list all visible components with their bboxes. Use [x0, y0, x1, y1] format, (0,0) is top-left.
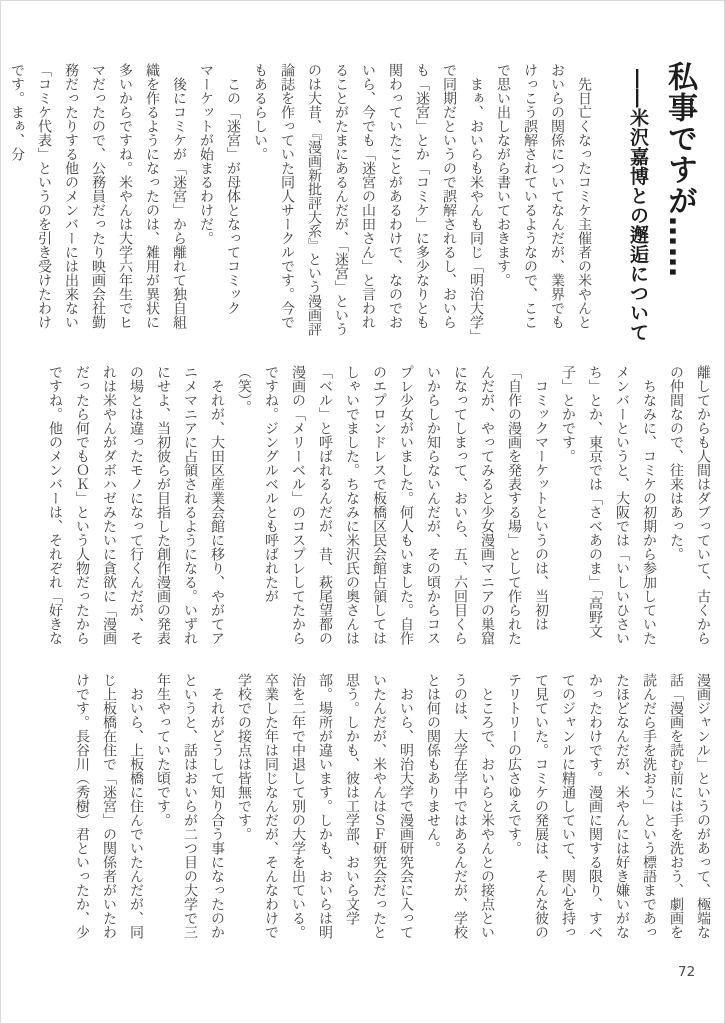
paragraph: それがどうして知り合う事になったのかというと、話はおいらが二つ目の大学で三年生やっていた頃です。 — [155, 673, 225, 939]
paragraph: おいら、明治大学で漫画研究会に入っていたんだが、米やんはＳＦ研究会だったと思う。しかも、彼は工学部、おいら文学部。場所が違います。しかも、おいらは明治を二年で中退して別の大学を出ている。卒業した年は同じなんだが、そんなわけで学校での接点は皆無です。 — [236, 673, 414, 939]
paragraph: この「迷宮」が母体となってコミックマーケットが始まるわけだ。 — [198, 63, 241, 315]
article-title: 私事ですが…… — [662, 61, 697, 278]
page-number: 72 — [678, 964, 696, 980]
paragraph: 離してからも人間はダブっていて、古くからの仲間なので、往来はあった。 — [668, 365, 711, 645]
paragraph: まぁ、おいらも米やんも同じ「明治大学」で同期だというので誤解されるし、おいらも「迷宮」とか「コミケ」に多少なりとも関わっていたことがあるわけで、なのでおいら、今でも「迷宮の山田さん」と言われることがたまにあるんだが、「迷宮」というのは大昔、『漫画新批評大系』という漫画評論誌を作っていた同人サークルです。今でもあるらしい。 — [252, 63, 484, 336]
article-subtitle: ――米沢嘉博との邂逅について — [627, 69, 649, 342]
paragraph: コミックマーケットというのは、当初は「自作の漫画を発表する場」として作られたんだが、やってみると少女漫画マニアの巣窟になってしまって、おいら、五、六回目くらいからしか知らないんだが、その頃からコスプレ少女がいました。何人もいました。自作のエプロンドレスで板橋区民会館占領してはしゃいでました。ちなみに米沢氏の奥さんは「ベル」と呼ばれるんだが、昔、萩尾望都の漫画の「メリーベル」のコスプレしてたからですね。ジングルベルとも呼ばれたが（笑）。 — [236, 365, 549, 645]
article-title-block — [620, 61, 702, 371]
text-band-top — [9, 63, 597, 341]
text-band-middle — [47, 365, 716, 649]
paragraph: それが、大田区産業会館に移り、やがてアニメマニアに占領されるようになる。いずれにせよ、当初彼らが目指した創作漫画の発表の場とは違ったモノになって行くんだが、それは米やんがダボハゼみたいに貪欲に「漫画だったら何でもＯＫ」という人物だったからですね。他のメンバーは、それぞれ「好きな — [47, 365, 225, 645]
paragraph: 漫画ジャンル」というのがあって、極端な話「漫画を読む前には手を洗おう、劇画を読んだら手を洗おう」という標語まであったほどなんだが、米やんには好き嫌いがなかったわけです。漫画に関する限り、すべてのジャンルに精通していて、関心を持って見ていた。コミケの発展は、そんな彼のテリトリーの広さゆえです。 — [506, 673, 711, 939]
paragraph: ちなみに、コミケの初期から参加していたメンバーというと、大阪では「いしいひさいち」とか、東京では「さべあのま」「高野文子」とかです。 — [560, 365, 657, 645]
paragraph: 後にコミケが「迷宮」から離れて独自組織を作るようになったのは、雑用が異状に多いからですね。米やんは大学六年生でヒマだったので、公務員だったり映画会社勤務だったりする他のメンバーには出来ない「コミケ代表」というのを引き受けたわけです。まぁ、分 — [9, 63, 187, 329]
paragraph: 先日亡くなったコミケ主催者の米やんとおいらの関係についてなんだが、業界でもけっこう誤解されているようなので、ここで思い出しながら書いておきます。 — [495, 63, 592, 329]
text-band-bottom — [62, 673, 716, 943]
paragraph: ところで、おいらと米やんとの接点というのは、大学在学中ではあるんだが、学校とは何の関係もありません。 — [425, 673, 495, 939]
paragraph: おいら、上板橋に住んでいたんだが、同じ上板橋在住で「迷宮」の関係者がいたわけです。長谷川（秀樹）君といったか、少 — [74, 673, 144, 939]
